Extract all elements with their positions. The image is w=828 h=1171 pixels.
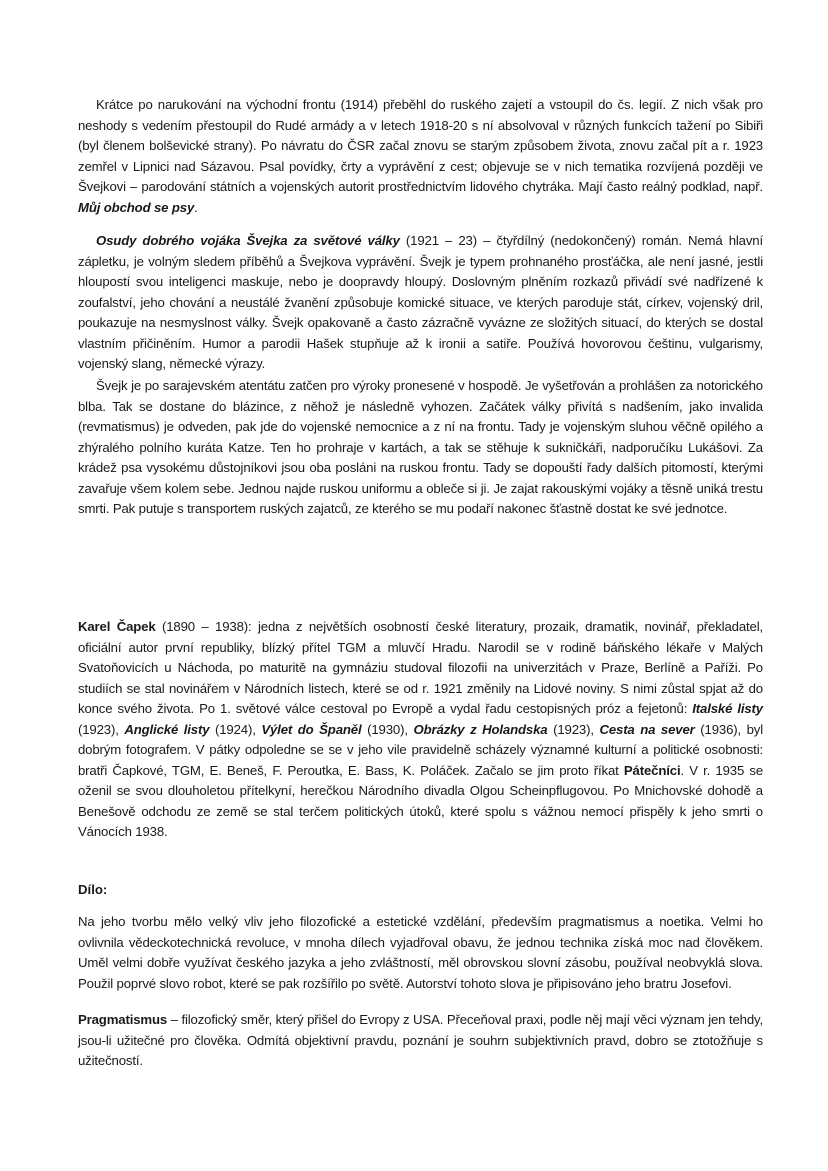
paragraph-text: (1921 – 23) – čtyřdílný (nedokončený) román. Nemá hlavní zápletku, je volným sledem příběhů a Švejkova vyprávění. Švejk je typem prohnaného prosťáčka, ale není jasné, jestli hloupostí svou inteligenci maskuje, nebo je doopravdy hloupý. Doslovným plněním rozkazů přivádí své nadřízené k zoufalství, jeho chování a neustálé žvanění způsobuje komické situace, ve kterých paroduje stát, církev, vojenský dril, poukazuje na nesmyslnost války. Švejk opakovaně a často zázračně vyvázne ze složitých situací, do kterých se dostal vlastním přičiněním. Humor a parodii Hašek stupňuje až k ironii a satiře. Používá hovorovou češtinu, vulgarismy, vojenský slang, německé výrazy. (78, 233, 763, 371)
paragraph-svejk-plot (78, 376, 763, 520)
paragraph-dilo (78, 912, 763, 994)
punctuation: . (194, 199, 198, 215)
group-name-patecnici: Pátečníci (623, 762, 681, 778)
work-title: Italské listy (692, 701, 763, 716)
paragraph-text: . V r. 1935 se oženil se svou dlouholetou přítelkyní, herečkou Národního divadla Olgou Scheinpflugovou. Po Mnichovské dohodě a Benešově odchodu ze země se stal terčem politických útoků, které spolu s vážnou nemocí přispěly k jeho smrti o Vánocích 1938. (78, 762, 763, 839)
work-title-svejk: Osudy dobrého vojáka Švejka za světové války (96, 233, 400, 248)
work-title-muj-obchod: Můj obchod se psy (78, 199, 195, 215)
paragraph-text: Švejk je po sarajevském atentátu zatčen pro výroky pronesené v hospodě. Je vyšetřován a prohlášen za notorického blba. Tak se dostane do blázince, z něhož je následně vyhozen. Začátek války přivítá s nadšením, jako invalida (revmatismus) je odveden, pak jde do vojenské nemocnice a z ní na frontu. Tady je vojenským sluhou věčně opilého a zhýralého polního kuráta Katze. Ten ho prohraje v kartách, a tak se stěhuje k sukničkáři, nadporučíku Lukášovi. Za krádež psa vysokému důstojníkovi jsou oba posláni na ruskou frontu. Tady se dopouští řady dalších pitomostí, kterými zavařuje všem kolem sebe. Jednou najde ruskou uniformu a obleče si ji. Je zajat rakouskými vojáky a těsně uniká trestu smrti. Pak putuje s transportem ruských zajatců, ze kterého se mu podaří nakonec šťastně dostat ke své jednotce. (78, 378, 763, 516)
paragraph-pragmatismus (78, 1010, 763, 1072)
work-year: (1930), (361, 721, 414, 737)
work-title: Obrázky z Holandska (413, 721, 548, 737)
paragraph-hasek-life (78, 95, 763, 218)
paragraph-text: , byl dobrým fotografem. V pátky odpoledne se se v jeho vile pravidelně scházely významné kulturní a politické osobnosti: bratři Čapkové, TGM, E. Beneš, F. Peroutka, E. Bass, K. Poláček. Začalo se jim proto říkat (78, 721, 764, 778)
work-year: (1936) (694, 721, 738, 737)
work-year: (1923), (78, 721, 125, 737)
paragraph-text: Na jeho tvorbu mělo velký vliv jeho filozofické a estetické vzdělání, především pragmatismus a noetika. Velmi ho ovlivnila vědeckotechnická revoluce, v mnoha dílech vyjadřoval obavu, že jednou technika získá moc nad člověkem. Uměl velmi dobře využívat českého jazyka a jeho zvláštností, měl obrovskou slovní zásobu, používal neobvyklá slova. Použil poprvé slovo robot, které se pak rozšířilo po světě. Autorství tohoto slova je připisováno jeho bratru Josefovi. (78, 914, 763, 991)
author-name: Karel Čapek (78, 619, 156, 634)
work-title: Cesta na sever (599, 721, 695, 737)
term-pragmatismus: Pragmatismus (78, 1012, 168, 1027)
paragraph-capek-bio (78, 617, 763, 843)
work-title: Výlet do Španěl (261, 721, 362, 737)
section-heading-dilo: Dílo: (78, 882, 108, 897)
paragraph-svejk-novel (78, 231, 763, 375)
paragraph-text: (1890 – 1938): jedna z největších osobností české literatury, prozaik, dramatik, novinář, překladatel, oficiální autor první republiky, blízký přítel TGM a mluvčí Hradu. Narodil se v rodině báňského lékaře v Malých Svatoňovicích u Náchoda, po maturitě na gymnáziu studoval filozofii na univerzitách v Praze, Berlíně a Paříži. Po studiích se stal novinářem v Národních listech, které se od r. 1921 změnily na Lidové noviny. S nimi zůstal spjat až do konce svého života. Po 1. světové válce cestoval po Evropě a vydal řadu cestopisných próz a fejetonů: (78, 619, 763, 716)
paragraph-text: Krátce po narukování na východní frontu (1914) přeběhl do ruského zajetí a vstoupil do čs. legií. Z nich však pro neshody s vedením přestoupil do Rudé armády a v letech 1918-20 s ní absolvoval v různých funkcích tažení po Sibiři (byl členem bolševické strany). Po návratu do ČSR začal znovu se starým způsobem života, znovu začal pít a r. 1923 zemřel v Lipnici nad Sázavou. Psal povídky, črty a vyprávění z cest; objevuje se v nich tematika rozvíjená později ve Švejkovi – parodování státních a vojenských autorit prostřednictvím lidového chytráka. Mají často reálný podklad, např. (78, 97, 763, 194)
work-title: Anglické listy (124, 721, 210, 737)
work-year: (1923), (547, 721, 600, 737)
work-year: (1924), (209, 721, 262, 737)
paragraph-text: – filozofický směr, který přišel do Evropy z USA. Přeceňoval praxi, podle něj mají věci význam jen tehdy, jsou-li užitečné pro člověka. Odmítá objektivní pravdu, poznání je souhrn subjektivních pravd, dobro se ztotožňuje s užitečností. (78, 1012, 763, 1068)
